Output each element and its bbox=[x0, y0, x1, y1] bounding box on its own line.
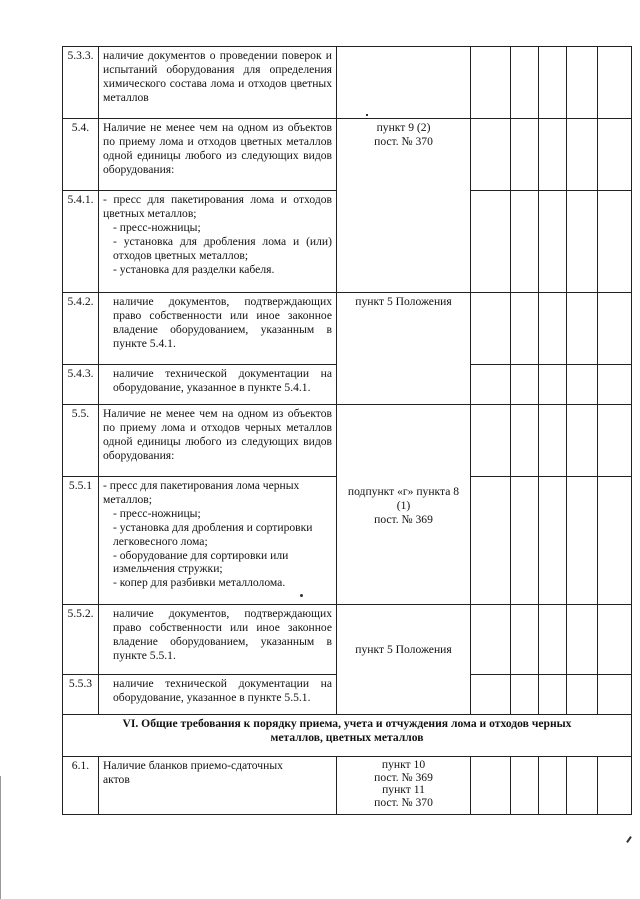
table-row bbox=[63, 405, 632, 477]
item-number: 5.4.2. bbox=[63, 293, 99, 365]
check-cell[interactable] bbox=[567, 757, 598, 815]
item-text: - пресс для пакетирования лома черных металлов; - пресс-ножницы; - установка для дробления и сортировки легковесного лома; - оборудование для сортировки или измельчения стружки; - копер для разбивки металлолома. bbox=[99, 477, 337, 605]
check-cell[interactable] bbox=[539, 191, 567, 293]
check-cell[interactable] bbox=[598, 405, 632, 477]
check-cell[interactable] bbox=[567, 365, 598, 405]
item-number: 6.1. bbox=[63, 757, 99, 815]
check-cell[interactable] bbox=[511, 365, 539, 405]
requirements-table bbox=[62, 46, 632, 815]
check-cell[interactable] bbox=[471, 191, 511, 293]
check-cell[interactable] bbox=[567, 605, 598, 675]
check-cell[interactable] bbox=[511, 119, 539, 191]
reference-cell: пункт 5 Положения bbox=[337, 605, 471, 715]
check-cell[interactable] bbox=[511, 477, 539, 605]
check-cell[interactable] bbox=[539, 477, 567, 605]
item-number: 5.5.3 bbox=[63, 675, 99, 715]
item-text: наличие документов, подтверждающих право собственности или иное законное владение оборудованием, указанным в пункте 5.4.1. bbox=[99, 293, 337, 365]
check-cell[interactable] bbox=[471, 293, 511, 365]
check-cell[interactable] bbox=[539, 365, 567, 405]
check-cell[interactable] bbox=[511, 405, 539, 477]
check-cell[interactable] bbox=[598, 293, 632, 365]
item-number: 5.5.2. bbox=[63, 605, 99, 675]
item-text: наличие документов о проведении поверок и испытаний оборудования для определения химического состава лома и отходов цветных металлов bbox=[99, 47, 337, 119]
check-cell[interactable] bbox=[598, 365, 632, 405]
check-cell[interactable] bbox=[511, 293, 539, 365]
table-row bbox=[63, 119, 632, 191]
check-cell[interactable] bbox=[567, 47, 598, 119]
section-heading: VI. Общие требования к порядку приема, учета и отчуждения лома и отходов черных металлов, цветных металлов bbox=[63, 715, 632, 757]
table-row bbox=[63, 757, 632, 815]
check-cell[interactable] bbox=[539, 119, 567, 191]
scan-speck bbox=[0, 776, 1, 899]
check-cell[interactable] bbox=[598, 477, 632, 605]
check-cell[interactable] bbox=[598, 757, 632, 815]
check-cell[interactable] bbox=[471, 605, 511, 675]
section-heading-row bbox=[63, 715, 632, 757]
item-number: 5.4. bbox=[63, 119, 99, 191]
check-cell[interactable] bbox=[511, 675, 539, 715]
check-cell[interactable] bbox=[511, 191, 539, 293]
check-cell[interactable] bbox=[567, 119, 598, 191]
item-text: Наличие не менее чем на одном из объектов по приему лома и отходов черных металлов одной единицы любого из следующих видов оборудования: bbox=[99, 405, 337, 477]
check-cell[interactable] bbox=[598, 605, 632, 675]
check-cell[interactable] bbox=[567, 675, 598, 715]
check-cell[interactable] bbox=[539, 47, 567, 119]
check-cell[interactable] bbox=[598, 675, 632, 715]
item-number: 5.3.3. bbox=[63, 47, 99, 119]
item-text: - пресс для пакетирования лома и отходов цветных металлов; - пресс-ножницы; - установка для дробления лома и (или) отходов цветных металлов; - установка для разделки кабеля. bbox=[99, 191, 337, 293]
item-number: 5.4.1. bbox=[63, 191, 99, 293]
check-cell[interactable] bbox=[471, 477, 511, 605]
item-text: наличие технической документации на оборудование, указанное в пункте 5.4.1. bbox=[99, 365, 337, 405]
reference-cell bbox=[337, 47, 471, 119]
check-cell[interactable] bbox=[539, 293, 567, 365]
scan-speck bbox=[626, 836, 632, 843]
check-cell[interactable] bbox=[598, 119, 632, 191]
table-row bbox=[63, 293, 632, 365]
scan-speck bbox=[366, 114, 368, 116]
item-text: Наличие бланков приемо-сдаточных актов bbox=[99, 757, 337, 815]
check-cell[interactable] bbox=[567, 477, 598, 605]
item-text: наличие технической документации на оборудование, указанное в пункте 5.5.1. bbox=[99, 675, 337, 715]
reference-cell: пункт 9 (2) пост. № 370 bbox=[337, 119, 471, 293]
check-cell[interactable] bbox=[471, 47, 511, 119]
check-cell[interactable] bbox=[598, 47, 632, 119]
check-cell[interactable] bbox=[471, 675, 511, 715]
check-cell[interactable] bbox=[567, 293, 598, 365]
item-text: Наличие не менее чем на одном из объектов по приему лома и отходов цветных металлов одной единицы любого из следующих видов оборудования: bbox=[99, 119, 337, 191]
reference-cell: пункт 10 пост. № 369 пункт 11 пост. № 370 bbox=[337, 757, 471, 815]
check-cell[interactable] bbox=[539, 757, 567, 815]
scan-speck bbox=[300, 594, 303, 597]
check-cell[interactable] bbox=[471, 757, 511, 815]
check-cell[interactable] bbox=[567, 191, 598, 293]
check-cell[interactable] bbox=[471, 119, 511, 191]
check-cell[interactable] bbox=[539, 675, 567, 715]
check-cell[interactable] bbox=[511, 47, 539, 119]
check-cell[interactable] bbox=[511, 605, 539, 675]
item-text: наличие документов, подтверждающих право собственности или иное законное владение оборудованием, указанным в пункте 5.5.1. bbox=[99, 605, 337, 675]
check-cell[interactable] bbox=[539, 605, 567, 675]
item-number: 5.4.3. bbox=[63, 365, 99, 405]
reference-cell: пункт 5 Положения bbox=[337, 293, 471, 405]
reference-cell: подпункт «г» пункта 8 (1) пост. № 369 bbox=[337, 405, 471, 605]
item-number: 5.5. bbox=[63, 405, 99, 477]
table-row bbox=[63, 47, 632, 119]
check-cell[interactable] bbox=[539, 405, 567, 477]
check-cell[interactable] bbox=[567, 405, 598, 477]
check-cell[interactable] bbox=[598, 191, 632, 293]
item-number: 5.5.1 bbox=[63, 477, 99, 605]
check-cell[interactable] bbox=[511, 757, 539, 815]
check-cell[interactable] bbox=[471, 405, 511, 477]
check-cell[interactable] bbox=[471, 365, 511, 405]
table-row bbox=[63, 605, 632, 675]
